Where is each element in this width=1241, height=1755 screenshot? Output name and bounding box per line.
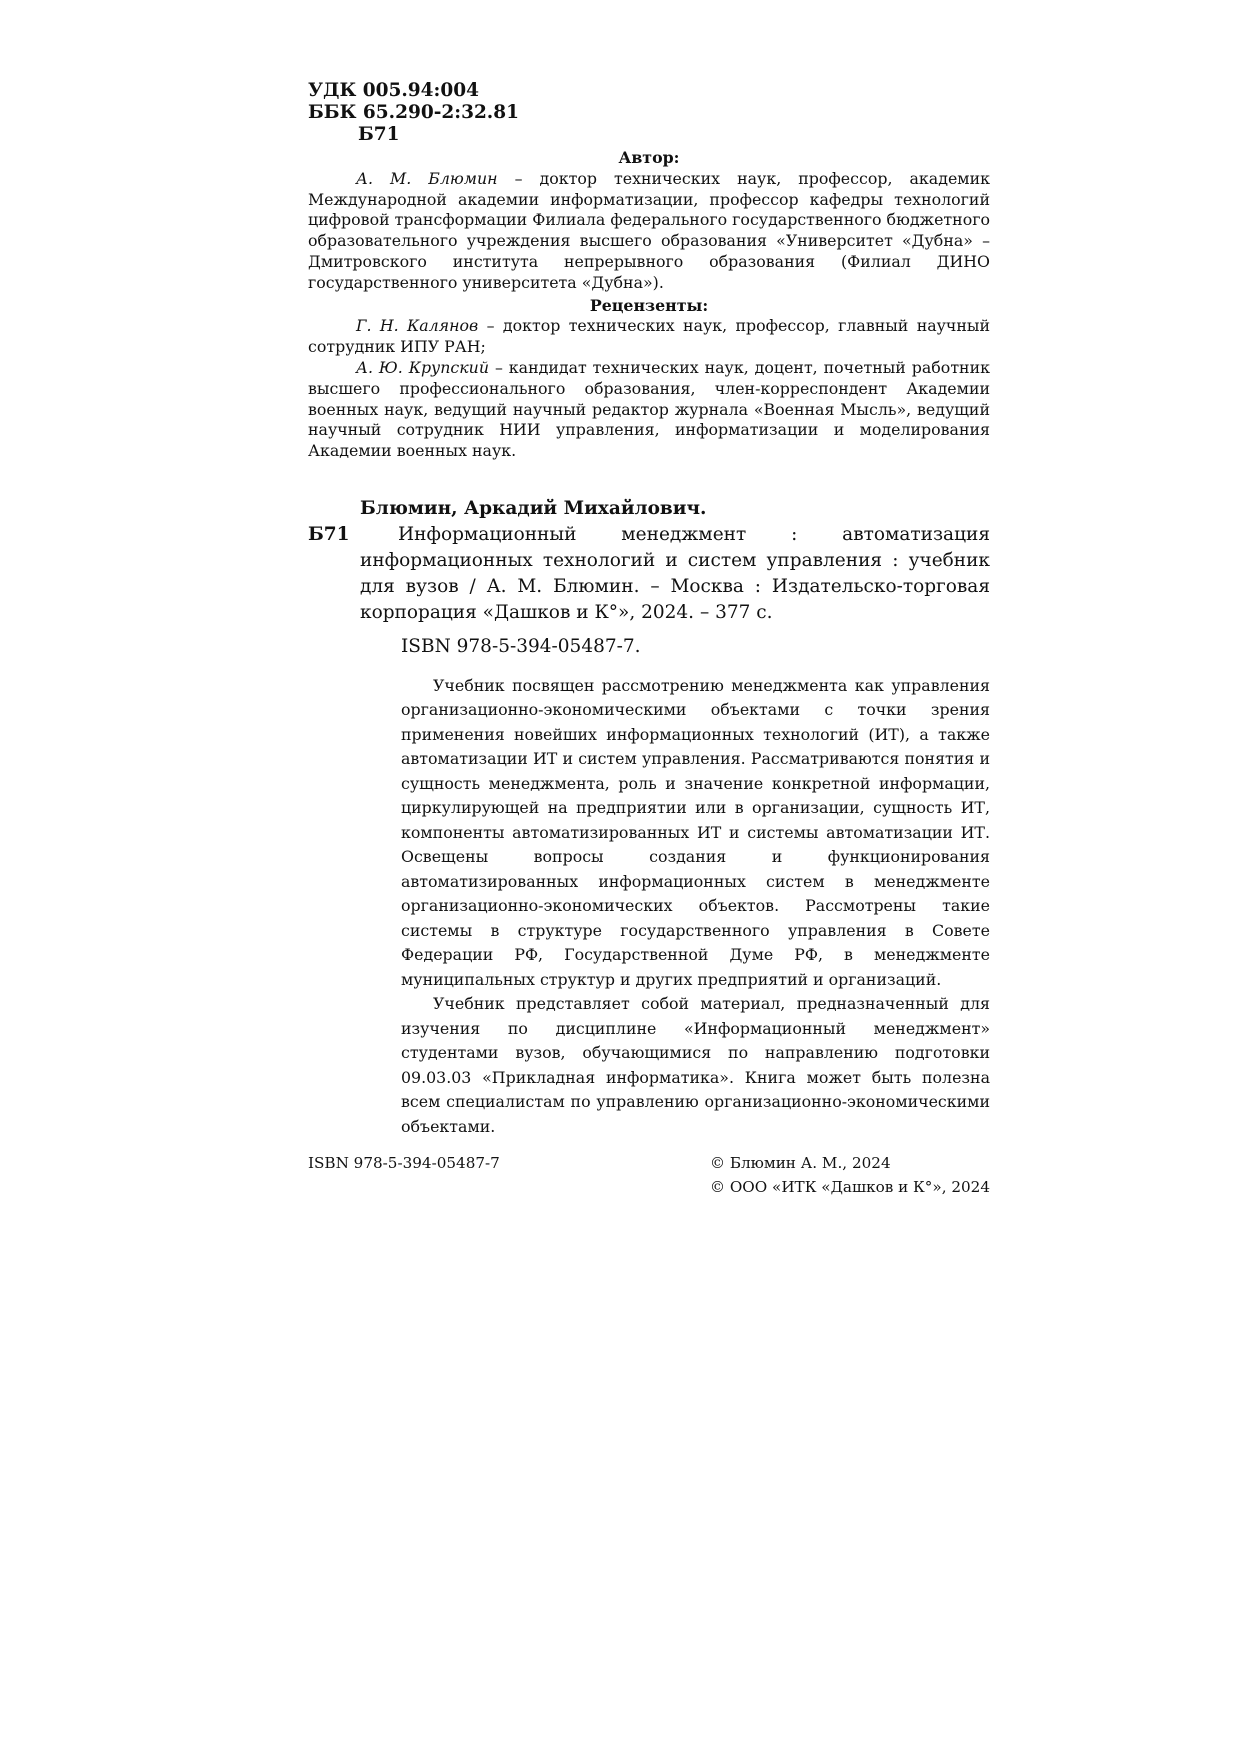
catalog-record — [308, 496, 990, 660]
catalog-isbn: ISBN 978-5-394-05487-7. — [401, 635, 641, 657]
bbk-code: ББК 65.290-2:32.81 — [308, 102, 519, 123]
reviewer-item — [308, 358, 990, 462]
reviewer-description: – кандидат технических наук, доцент, почетный работник высшего профессионального образования, член-корреспондент Академии военных наук, ведущий научный редактор журнала «Военная Мысль», ведущий научный сотрудник НИИ управления, информатизации и моделирования Академии военных наук. — [308, 357, 990, 461]
reviewers-section — [308, 296, 990, 462]
classification-codes — [308, 80, 990, 146]
author-heading: Автор: — [618, 148, 680, 167]
footer-isbn: ISBN 978-5-394-05487-7 — [308, 1154, 500, 1173]
reviewers-heading: Рецензенты: — [589, 295, 709, 315]
author-name: А. М. Блюмин — [356, 168, 498, 188]
author-paragraph — [308, 169, 990, 294]
annotation — [401, 674, 990, 1140]
author-section — [308, 148, 990, 294]
catalog-author: Блюмин, Аркадий Михайлович. — [360, 497, 707, 519]
author-mark: Б71 — [358, 124, 400, 145]
udk-code: УДК 005.94:004 — [308, 80, 479, 101]
reviewer-description: – доктор технических наук, профессор, главный научный сотрудник ИПУ РАН; — [308, 316, 991, 357]
copyright-publisher: © ООО «ИТК «Дашков и К°», 2024 — [709, 1178, 990, 1197]
reviewer-item — [308, 316, 990, 358]
author-description: – доктор технических наук, профессор, академик Международной академии информатизации, профессор кафедры технологий цифровой трансформации Филиала федерального государственного бюджетного образовательного учреждения высшего образования «Университет «Дубна» – Дмитровского института непрерывного образования (Филиал ДИНО государственного университета «Дубна»). — [308, 168, 990, 292]
imprint-page — [308, 80, 990, 1199]
reviewer-name: Г. Н. Калянов — [356, 316, 479, 336]
annotation-paragraph: Учебник посвящен рассмотрению менеджмента как управления организационно-экономическими объектами с точки зрения применения новейших информационных технологий (ИТ), а также автоматизации ИТ и систем управления. Рассматриваются понятия и сущность менеджмента, роль и значение конкретной информации, циркулирующей на предприятии или в организации, сущность ИТ, компоненты автоматизированных ИТ и системы автоматизации ИТ. Освещены вопросы создания и функционирования автоматизированных информационных систем в менеджменте организационно-экономических объектов. Рассмотрены такие системы в структуре государственного управления в Совете Федерации РФ, Государственной Думе РФ, в менеджменте муниципальных структур и других предприятий и организаций. — [401, 675, 990, 989]
annotation-paragraph: Учебник представляет собой материал, предназначенный для изучения по дисциплине «Информационный менеджмент» студентами вузов, обучающимися по направлению подготовки 09.03.03 «Прикладная информатика». Книга может быть полезна всем специалистам по управлению организационно-экономическими объектами. — [401, 994, 990, 1136]
copyright-block — [710, 1151, 990, 1199]
imprint-footer — [308, 1151, 990, 1199]
catalog-code: Б71 — [308, 523, 350, 545]
reviewer-name: А. Ю. Крупский — [356, 357, 490, 377]
catalog-description: Информационный менеджмент : автоматизация информационных технологий и систем управления : учебник для вузов / А. М. Блюмин. – Москва : Издательско-торговая корпорация «Дашков и К°», 2024. – 377 с. — [360, 523, 990, 623]
catalog-entry — [308, 522, 990, 626]
copyright-author: © Блюмин А. М., 2024 — [709, 1154, 891, 1173]
